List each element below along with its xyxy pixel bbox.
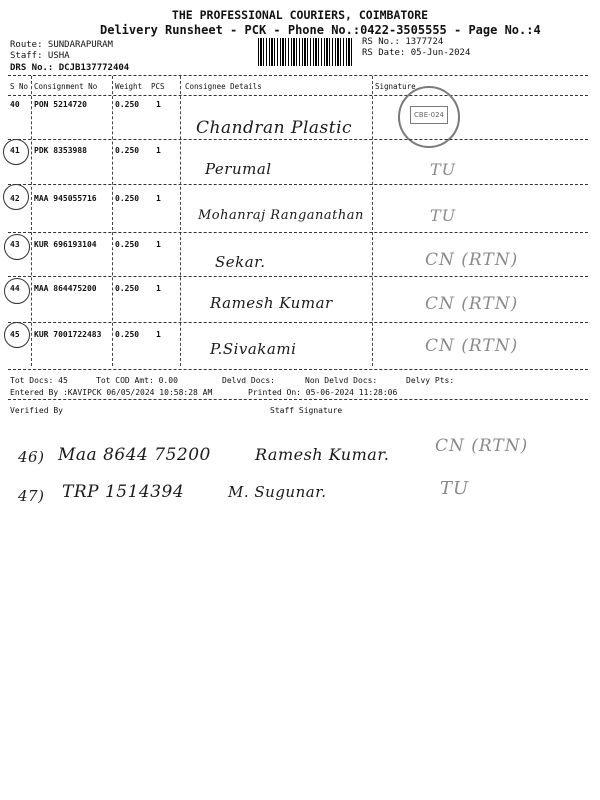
col-pcs: PCS <box>151 82 165 91</box>
col-weight: Weight <box>115 82 143 91</box>
row-sno: 43 <box>10 240 20 249</box>
row-divider <box>8 322 588 323</box>
row-consignment: MAA 864475200 <box>34 284 97 293</box>
row-divider <box>8 276 588 277</box>
row-divider <box>8 232 588 233</box>
row-consignment: PDK 8353988 <box>34 146 87 155</box>
rs-number: RS No.: 1377724 <box>362 37 444 47</box>
row-pcs: 1 <box>156 146 161 155</box>
row-consignment: MAA 945055716 <box>34 194 97 203</box>
row-sno: 40 <box>10 100 20 109</box>
rs-date: RS Date: 05-Jun-2024 <box>362 48 471 58</box>
drs-number: DRS No.: DCJB137772404 <box>10 63 130 73</box>
stamp-code: CBE-024 <box>410 106 448 124</box>
delivery-points: Delvy Pts: <box>406 376 455 385</box>
extra-entry-signature: CN (RTN) <box>435 436 529 456</box>
table-top-rule <box>8 75 588 76</box>
row-signature-handwritten: TU <box>430 206 457 225</box>
row-sno: 41 <box>10 146 20 155</box>
col-consignment: Consignment No <box>34 82 98 91</box>
row-signature-handwritten: CN (RTN) <box>425 336 519 356</box>
extra-entry-name: M. Sugunar. <box>228 483 327 501</box>
extra-entry-consignment: TRP 1514394 <box>62 482 185 502</box>
table-bottom-rule <box>8 369 588 370</box>
row-weight: 0.250 <box>115 194 140 203</box>
row-weight: 0.250 <box>115 100 140 109</box>
total-docs: Tot Docs: 45 <box>10 376 68 385</box>
row-divider <box>8 184 588 185</box>
non-delivered-docs: Non Delvd Docs: <box>305 376 378 385</box>
row-consignment: KUR 696193104 <box>34 240 97 249</box>
header-bottom-rule <box>8 95 588 96</box>
total-cod: Tot COD Amt: 0.00 <box>96 376 178 385</box>
route-label: Route: SUNDARAPURAM <box>10 40 113 50</box>
row-pcs: 1 <box>156 284 161 293</box>
row-sno: 44 <box>10 284 20 293</box>
delivered-docs: Delvd Docs: <box>222 376 275 385</box>
extra-entry-signature: TU <box>440 478 470 499</box>
row-signature-handwritten: CN (RTN) <box>425 294 519 314</box>
extra-entry-name: Ramesh Kumar. <box>255 445 390 464</box>
footer-rule <box>8 399 588 400</box>
row-consignee-handwritten: Perumal <box>205 160 272 178</box>
row-weight: 0.250 <box>115 240 140 249</box>
row-consignee-handwritten: P.Sivakami <box>210 340 297 358</box>
extra-entry-number: 46) <box>18 448 45 466</box>
row-pcs: 1 <box>156 240 161 249</box>
verified-by-label: Verified By <box>10 406 63 415</box>
row-sno: 42 <box>10 194 20 203</box>
row-pcs: 1 <box>156 100 161 109</box>
row-consignment: KUR 7001722483 <box>34 330 102 339</box>
row-sno: 45 <box>10 330 20 339</box>
staff-signature-label: Staff Signature <box>270 406 343 415</box>
col-sno: S No <box>10 82 29 91</box>
row-signature-handwritten: CN (RTN) <box>425 250 519 270</box>
row-consignment: PON 5214720 <box>34 100 87 109</box>
row-weight: 0.250 <box>115 284 140 293</box>
row-consignee-handwritten: Chandran Plastic <box>196 118 353 138</box>
barcode <box>258 38 354 66</box>
entered-by: Entered By :KAVIPCK 06/05/2024 10:58:28 AM <box>10 388 213 397</box>
extra-entry-number: 47) <box>18 487 45 505</box>
row-weight: 0.250 <box>115 330 140 339</box>
company-title: THE PROFESSIONAL COURIERS, COIMBATORE <box>171 8 429 22</box>
row-weight: 0.250 <box>115 146 140 155</box>
row-divider <box>8 139 588 140</box>
col-consignee: Consignee Details <box>185 82 262 91</box>
printed-on: Printed On: 05-06-2024 11:28:06 <box>248 388 398 397</box>
col-signature: Signature <box>375 82 416 91</box>
row-consignee-handwritten: Sekar. <box>215 253 266 271</box>
row-consignee-handwritten: Mohanraj Ranganathan <box>198 208 364 223</box>
staff-label: Staff: USHA <box>10 51 70 61</box>
extra-entry-consignment: Maa 8644 75200 <box>58 445 211 465</box>
row-pcs: 1 <box>156 194 161 203</box>
row-signature-handwritten: TU <box>430 160 457 179</box>
row-pcs: 1 <box>156 330 161 339</box>
runsheet-title: Delivery Runsheet - PCK - Phone No.:0422-3505555 - Page No.:4 <box>100 23 541 37</box>
row-consignee-handwritten: Ramesh Kumar <box>210 294 333 312</box>
